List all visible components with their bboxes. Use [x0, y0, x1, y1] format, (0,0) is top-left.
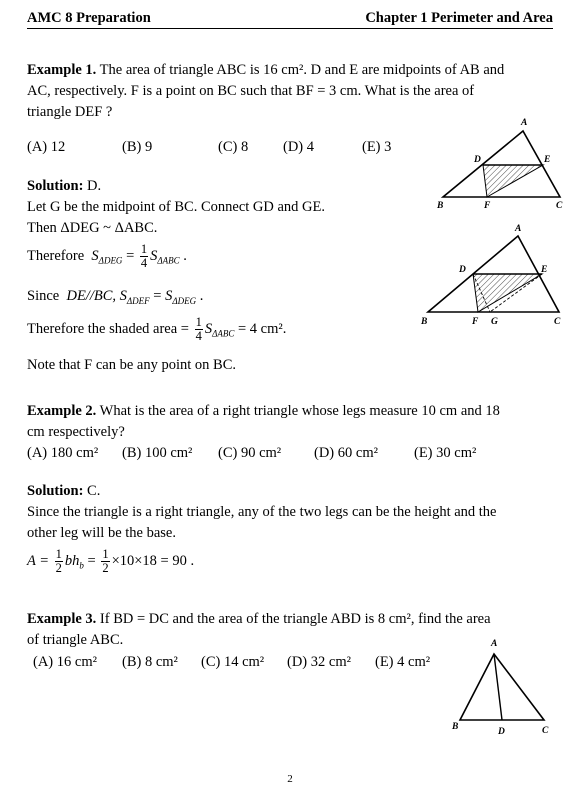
sol1-line3	[27, 243, 187, 270]
sol1-l3-frac: $\frac{1}{4}$	[140, 242, 148, 270]
sol1-l3-eq: =	[126, 247, 135, 264]
sol1-l3-rhs: S	[150, 247, 158, 264]
sol2-formula	[27, 548, 194, 575]
sol1-line2: Then ΔDEG ~ ΔABC.	[27, 220, 158, 236]
sol2-heading	[27, 483, 100, 500]
ex1-line3: triangle DEF ?	[27, 104, 113, 120]
fig1-label-b: B	[437, 201, 444, 211]
sol2-f-eq: =	[87, 552, 96, 569]
header-left: AMC 8 Preparation	[27, 10, 151, 26]
sol1-l5-s-sub: ΔABC	[212, 328, 235, 339]
fig3-label-c: C	[542, 726, 549, 736]
ex1-line1	[27, 62, 504, 79]
ex2-line1	[27, 403, 500, 420]
fig1-label-e: E	[544, 155, 551, 165]
sol2-label: Solution:	[27, 483, 84, 499]
sol1-answer: D.	[87, 178, 102, 194]
sol2-f-mid-sub: b	[79, 560, 84, 571]
ex1-choice-e: (E) 3	[362, 139, 392, 155]
ex1-choice-a: (A) 12	[27, 139, 66, 155]
ex3-label: Example 3.	[27, 611, 97, 627]
ex3-choice-e: (E) 4 cm²	[375, 654, 431, 670]
ex2-choice-a: (A) 180 cm²	[27, 445, 99, 461]
ex3-text1: If BD = DC and the area of the triangle ABD is 8 cm², find the area	[99, 611, 491, 627]
ex2-label: Example 2.	[27, 403, 97, 419]
ex2-line2: cm respectively?	[27, 424, 125, 440]
ex1-choice-c: (C) 8	[218, 139, 249, 155]
figure-3-triangle	[448, 634, 558, 744]
sol1-l4-s1-sub: ΔDEF	[126, 295, 150, 306]
fig2-label-a: A	[515, 224, 522, 234]
sol1-l5-pre: Therefore the shaded area =	[27, 320, 189, 337]
figure-1-triangle	[425, 116, 573, 212]
sol1-l4-mid: DE//BC,	[66, 288, 117, 304]
figure-2-triangle	[412, 220, 572, 330]
sol1-l3-pre: Therefore	[27, 247, 85, 264]
sol1-l3-lhs: S	[91, 247, 99, 264]
sol2-f-end: ×10×18 = 90 .	[111, 552, 195, 569]
sol2-f-a: A =	[27, 552, 50, 569]
fig1-label-d: D	[474, 155, 481, 165]
ex3-choice-b: (B) 8 cm²	[122, 654, 178, 670]
sol1-l4-s2-sub: ΔDEG	[172, 295, 197, 306]
ex2-choice-e: (E) 30 cm²	[414, 445, 477, 461]
sol1-l3-rhs-sub: ΔABC	[157, 255, 180, 266]
ex1-text1: The area of triangle ABC is 16 cm². D and E are midpoints of AB and	[99, 62, 505, 78]
ex1-choice-b: (B) 9	[122, 139, 153, 155]
header-right: Chapter 1 Perimeter and Area	[365, 10, 553, 26]
sol1-l5-end: = 4 cm².	[237, 320, 287, 337]
ex2-text1: What is the area of a right triangle whose legs measure 10 cm and 18	[99, 403, 500, 419]
ex2-choice-c: (C) 90 cm²	[218, 445, 282, 461]
fig3-label-d: D	[498, 727, 505, 737]
fig2-label-b: B	[421, 317, 428, 327]
sol2-frac1: $\frac{1}{2}$	[55, 547, 62, 575]
ex3-choice-c: (C) 14 cm²	[201, 654, 265, 670]
sol1-heading	[27, 178, 101, 195]
fig2-label-d: D	[459, 265, 466, 275]
fig2-label-e: E	[541, 265, 548, 275]
sol1-l4-eq: =	[153, 288, 162, 304]
sol2-f-mid: bh	[64, 552, 80, 569]
sol1-line4	[27, 288, 203, 306]
sol1-l3-lhs-sub: ΔDEG	[98, 255, 123, 266]
fig3-label-b: B	[452, 722, 459, 732]
ex2-choice-b: (B) 100 cm²	[122, 445, 193, 461]
sol1-l3-end: .	[183, 247, 187, 264]
page-number: 2	[287, 773, 293, 785]
sol1-l5-s: S	[204, 320, 213, 337]
ex3-choice-a: (A) 16 cm²	[33, 654, 97, 670]
fig2-label-f: F	[472, 317, 479, 327]
ex2-choice-d: (D) 60 cm²	[314, 445, 378, 461]
fig1-label-f: F	[484, 201, 491, 211]
sol2-answer: C.	[87, 483, 101, 499]
ex1-label: Example 1.	[27, 62, 97, 78]
sol1-l4-s1: S	[119, 288, 127, 304]
fig2-label-c: C	[554, 317, 561, 327]
sol2-line1: Since the triangle is a right triangle, any of the two legs can be the height and the	[27, 504, 497, 520]
fig2-label-g: G	[491, 317, 498, 327]
fig1-label-a: A	[521, 118, 528, 128]
fig1-label-c: C	[556, 201, 563, 211]
ex3-choice-d: (D) 32 cm²	[287, 654, 351, 670]
sol2-frac2: $\frac{1}{2}$	[102, 547, 109, 575]
ex1-choice-d: (D) 4	[283, 139, 315, 155]
ex3-line2: of triangle ABC.	[27, 632, 124, 648]
sol1-l4-pre: Since	[27, 288, 60, 304]
sol1-line6: Note that F can be any point on BC.	[27, 357, 237, 373]
sol1-line5	[27, 316, 286, 343]
sol1-l4-s2: S	[165, 288, 173, 304]
sol1-l4-end: .	[199, 288, 204, 304]
sol1-l5-frac: $\frac{1}{4}$	[195, 315, 202, 343]
fig3-label-a: A	[491, 639, 498, 649]
header-rule	[27, 28, 553, 29]
ex3-line1	[27, 611, 491, 628]
ex1-line2: AC, respectively. F is a point on BC such that BF = 3 cm. What is the area of	[27, 83, 475, 99]
sol1-label: Solution:	[27, 178, 84, 194]
sol2-line2: other leg will be the base.	[27, 525, 176, 541]
sol1-line1: Let G be the midpoint of BC. Connect GD and GE.	[27, 199, 326, 215]
